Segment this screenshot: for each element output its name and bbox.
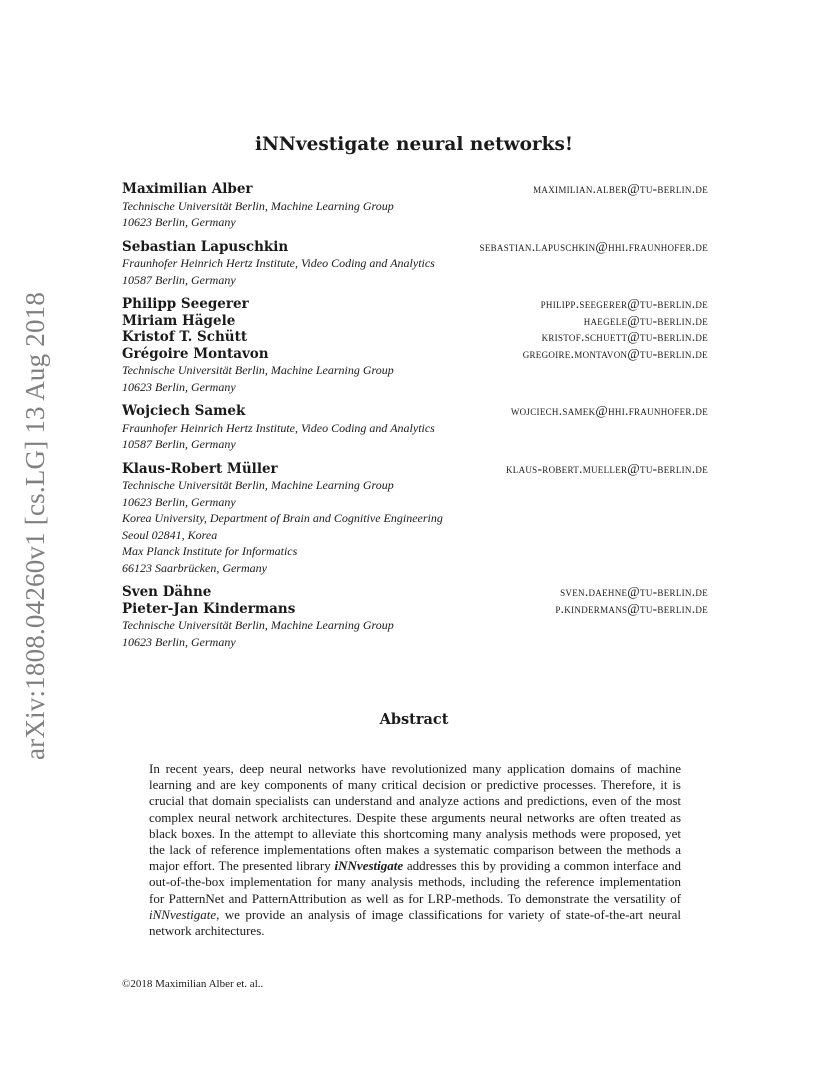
author-group [122,181,708,231]
affiliation-line: 10587 Berlin, Germany [122,272,236,287]
author-row [122,313,708,330]
affiliation-line: 10623 Berlin, Germany [122,215,236,229]
affiliation-line: 10623 Berlin, Germany [122,494,236,509]
author-name: Klaus-Robert Müller [122,460,278,477]
affiliation-line: Fraunhofer Heinrich Hertz Institute, Video Coding and Analytics [122,420,435,435]
author-name: Philipp Seegerer [122,296,249,312]
author-name: Miriam Hägele [122,312,236,329]
author-name: Maximilian Alber [122,181,253,197]
affiliation-line: 10587 Berlin, Germany [122,437,236,451]
author-email: sebastian.lapuschkin@hhi.fraunhofer.de [479,238,708,254]
library-name-italic: iNNvestigate [149,906,217,922]
author-name: Sven Dähne [122,584,212,600]
abstract-text: In recent years, deep neural networks have revolutionized many application domains of machine learning and are key components of many critical decision or predictive processes. Therefore, it is crucial that domain specialists can understand and analyze actions and predictions, even of the most complex neural network architectures. Despite these arguments neural networks are often treated as black boxes. In the attempt to alleviate this shortcoming many analysis methods were proposed, yet the lack of reference implementations often makes a systematic comparison between the methods a major effort. The presented library [149,761,681,874]
abstract-text: addresses this by providing a common interface and out-of-the-box implementation for many analysis methods, including the reference implementation for PatternNet and PatternAttribution as well as for LRP-methods. To demonstrate the versatility of [149,858,681,906]
author-email: wojciech.samek@hhi.fraunhofer.de [510,403,708,418]
author-name: Wojciech Samek [122,403,246,419]
abstract-text: , we provide an analysis of image classifications for variety of state-of-the-art neural network architectures. [149,906,681,939]
author-group [122,239,708,289]
author-row [122,296,708,313]
author-group [122,461,708,577]
affiliation-line: 10623 Berlin, Germany [122,379,236,394]
author-email: philipp.seegerer@tu-berlin.de [540,296,708,311]
affiliation-line: Fraunhofer Heinrich Hertz Institute, Video Coding and Analytics [122,256,435,270]
author-email: kristof.schuett@tu-berlin.de [541,329,708,344]
author-group [122,296,708,395]
author-row [122,346,708,363]
abstract-body [149,761,681,939]
affiliation-line: Technische Universität Berlin, Machine Learning Group [122,363,394,377]
author-row [122,329,708,346]
author-name: Grégoire Montavon [122,345,269,362]
affiliation-line: Korea University, Department of Brain and Cognitive Engineering [122,511,443,525]
affiliation-line: 66123 Saarbrücken, Germany [122,560,267,575]
affiliation-line: 10623 Berlin, Germany [122,634,236,649]
author-row [122,584,708,601]
author-email: klaus-robert.mueller@tu-berlin.de [505,460,708,476]
affiliation-line: Technische Universität Berlin, Machine Learning Group [122,198,394,213]
library-name-bold: iNNvestigate [334,858,404,874]
affiliation-line: Technische Universität Berlin, Machine Learning Group [122,478,394,492]
author-email: sven.daehne@tu-berlin.de [560,584,708,599]
author-row [122,181,708,198]
paper-title: iNNvestigate neural networks! [254,134,574,155]
author-row [122,239,708,256]
arxiv-stamp: arXiv:1808.04260v1 [cs.LG] 13 Aug 2018 [20,291,50,760]
affiliation-line: Max Planck Institute for Informatics [122,544,298,558]
author-email: maximilian.alber@tu-berlin.de [533,181,708,196]
author-name: Kristof T. Schütt [122,329,248,345]
author-list [122,181,708,658]
author-name: Sebastian Lapuschkin [122,238,289,255]
author-group [122,403,708,453]
affiliation-line: Seoul 02841, Korea [122,527,218,542]
author-email: p.kindermans@tu-berlin.de [555,600,708,616]
author-row [122,601,708,618]
abstract-heading: Abstract [379,711,449,728]
affiliation-line: Technische Universität Berlin, Machine Learning Group [122,618,394,632]
author-email: gregoire.montavon@tu-berlin.de [522,345,708,361]
author-row [122,461,708,478]
author-group [122,584,708,650]
author-name: Pieter-Jan Kindermans [122,600,296,617]
copyright-notice: ©2018 Maximilian Alber et. al.. [122,978,264,990]
author-row [122,403,708,420]
author-email: haegele@tu-berlin.de [583,312,708,328]
